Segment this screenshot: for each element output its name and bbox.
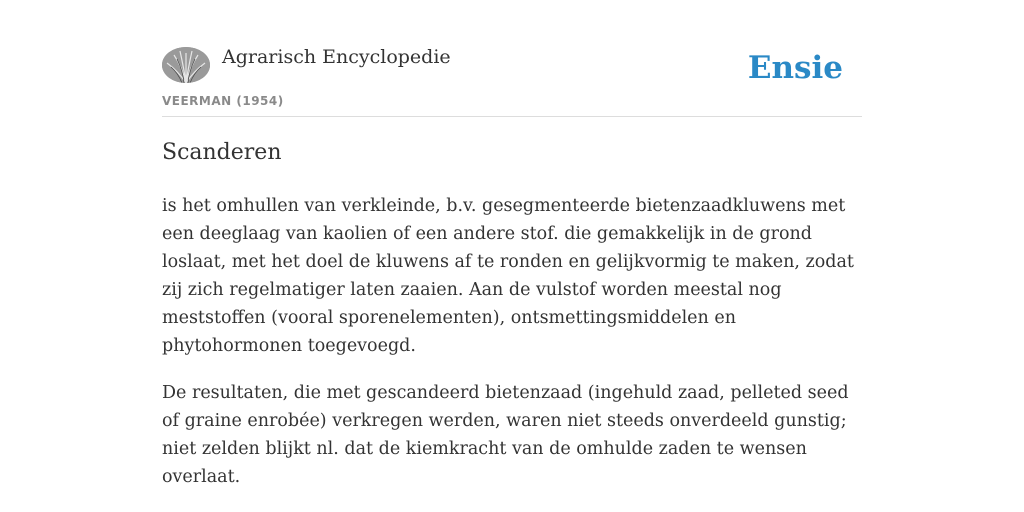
entry-body [162,192,862,510]
entry-paragraph: is het omhullen van verkleinde, b.v. gesegmenteerde bietenzaadkluwens met een deeglaag van kaolien of een andere stof. die gemakkelijk in de grond loslaat, met het doel de kluwens af te ronden en gelijkvormig te maken, zodat zij zich regelmatiger laten zaaien. Aan de vulstof worden meestal nog meststoffen (vooral sporenelementen), ontsmettingsmiddelen en phytohormonen toegevoegd. [162,196,854,356]
source-title[interactable]: Agrarisch Encyclopedie [222,46,451,68]
entry-paragraph: De resultaten, die met gescandeerd bietenzaad (ingehuld zaad, pelleted seed of graine enrobée) verkregen werden, waren niet steeds onverdeeld gunstig; niet zelden blijkt nl. dat de kiemkracht van de omhulde zaden te wensen overlaat. [162,383,849,487]
ensie-brand-logo[interactable]: Ensie [747,50,843,86]
entry-title: Scanderen [162,140,282,165]
source-author-year: VEERMAN (1954) [162,94,284,108]
wheat-logo-icon[interactable] [162,47,210,83]
source-header [162,44,862,117]
